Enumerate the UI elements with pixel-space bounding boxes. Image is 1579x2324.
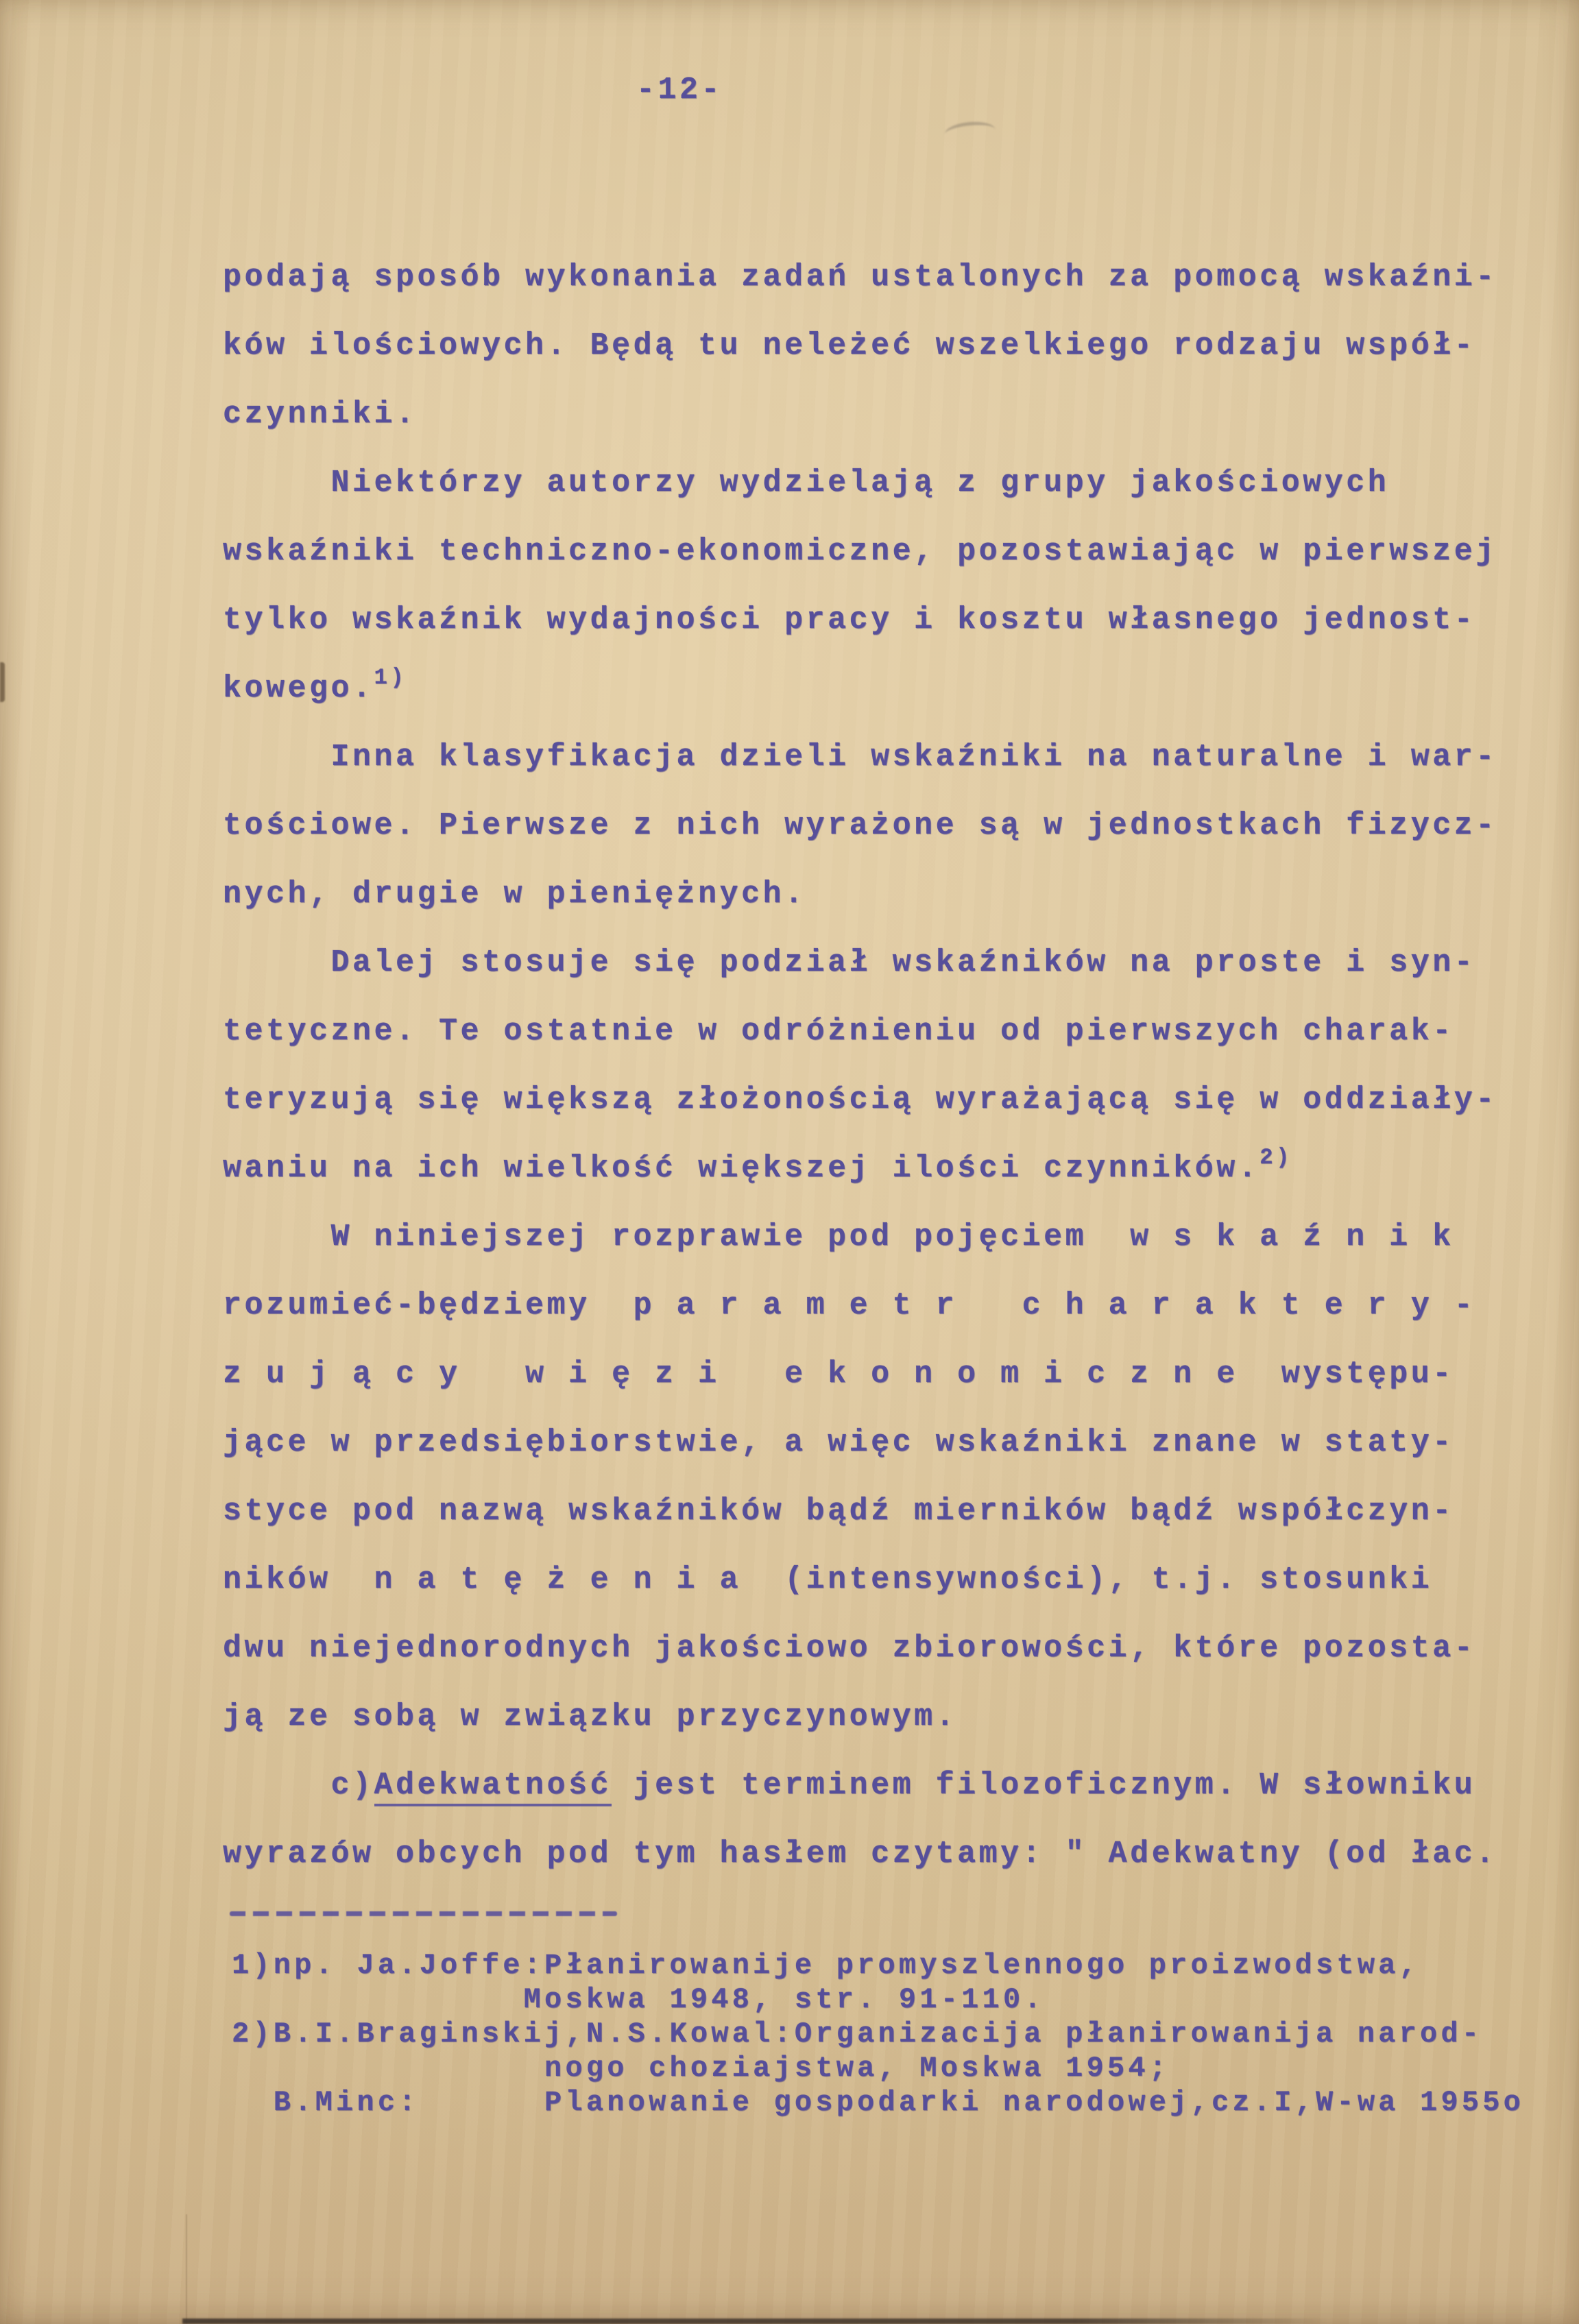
text-line xyxy=(223,1477,1497,1546)
text-segment: rozumieć-będziemy p a r a m e t r c h a r a k t e r y - xyxy=(223,1288,1476,1323)
footnote-reference: 1) xyxy=(374,664,407,690)
text-segment: z u j ą c y w i ę z i e k o n o m i c z n e występu- xyxy=(223,1357,1454,1392)
text-line xyxy=(223,1683,1497,1752)
text-segment: nych, drugie w pieniężnych. xyxy=(223,877,806,912)
text-line xyxy=(232,2085,1524,2120)
text-line xyxy=(223,518,1497,586)
text-segment: czynniki. xyxy=(223,397,418,432)
text-segment: ków ilościowych. Będą tu neleżeć wszelkiego rodzaju współ- xyxy=(223,328,1476,363)
text-line xyxy=(223,997,1497,1066)
text-segment: styce pod nazwą wskaźników bądź mierników bądź współczyn- xyxy=(223,1494,1454,1529)
text-segment: ników n a t ę ż e n i a (intensywności), t.j. stosunki xyxy=(223,1562,1433,1597)
text-line xyxy=(223,312,1497,380)
text-segment: Dalej stosuje się podział wskaźników na proste i syn- xyxy=(223,945,1476,980)
text-segment: ją ze sobą w związku przyczynowym. xyxy=(223,1699,958,1734)
text-line xyxy=(223,1203,1497,1272)
text-line xyxy=(223,586,1497,655)
page-number: -12- xyxy=(636,73,723,108)
text-line xyxy=(232,1948,1524,1983)
text-segment: wskaźniki techniczno-ekonomiczne, pozostawiając w pierwszej xyxy=(223,534,1497,569)
footnotes xyxy=(232,1948,1524,2120)
text-segment: dwu niejednorodnych jakościowo zbiorowości, które pozosta- xyxy=(223,1631,1476,1666)
footnote-reference: 2) xyxy=(1259,1144,1293,1170)
text-segment: jest terminem filozoficznym. W słowniku xyxy=(612,1768,1476,1803)
text-line xyxy=(223,243,1497,312)
text-line xyxy=(223,1614,1497,1683)
text-segment: c) xyxy=(223,1768,374,1803)
text-segment: nogo choziajstwa, Moskwa 1954; xyxy=(232,2052,1170,2085)
text-segment: kowego. xyxy=(223,671,374,706)
text-line xyxy=(223,792,1497,860)
underlined-term: Adekwatność xyxy=(374,1768,612,1806)
text-line xyxy=(232,2017,1524,2051)
scan-edge-artifact-left xyxy=(0,662,5,702)
text-line xyxy=(223,380,1497,449)
text-line xyxy=(232,2051,1524,2085)
text-line xyxy=(223,655,1497,723)
text-segment: 2)B.I.Braginskij,N.S.Kowal:Organizacija płanirowanija narod- xyxy=(232,2018,1483,2050)
text-segment: wyrazów obcych pod tym hasłem czytamy: " Adekwatny (od łac. xyxy=(223,1837,1497,1872)
text-line xyxy=(223,1820,1497,1889)
text-segment: Inna klasyfikacja dzieli wskaźniki na naturalne i war- xyxy=(223,740,1497,775)
text-segment: W niniejszej rozprawie pod pojęciem w s k a ź n i k xyxy=(223,1220,1454,1255)
text-line xyxy=(223,449,1497,518)
pencil-smudge xyxy=(944,119,997,145)
text-segment: tylko wskaźnik wydajności pracy i kosztu własnego jednost- xyxy=(223,603,1476,638)
text-line xyxy=(223,723,1497,792)
text-line xyxy=(223,1340,1497,1409)
body-text xyxy=(223,243,1497,1889)
text-segment: waniu na ich wielkość większej ilości czynników. xyxy=(223,1151,1260,1186)
text-line xyxy=(223,1066,1497,1135)
text-line xyxy=(223,1546,1497,1614)
text-segment: 1)np. Ja.Joffe:Płanirowanije promyszlennogo proizwodstwa, xyxy=(232,1949,1421,1982)
paper-crease xyxy=(186,2214,187,2324)
text-segment: B.Minc: Planowanie gospodarki narodowej,cz.I,W-wa 1955o xyxy=(232,2086,1525,2119)
text-line xyxy=(223,1409,1497,1477)
text-line xyxy=(223,1752,1497,1820)
footnote-separator xyxy=(230,1911,617,1916)
text-line xyxy=(223,1135,1497,1203)
text-segment: tetyczne. Te ostatnie w odróżnieniu od pierwszych charak- xyxy=(223,1014,1454,1049)
text-segment: Moskwa 1948, str. 91-110. xyxy=(232,1983,1045,2016)
text-segment: jące w przedsiębiorstwie, a więc wskaźniki znane w staty- xyxy=(223,1425,1454,1460)
text-segment: podają sposób wykonania zadań ustalonych za pomocą wskaźni- xyxy=(223,260,1497,295)
text-line xyxy=(232,1983,1524,2017)
text-segment: teryzują się większą złożonością wyrażającą się w oddziały- xyxy=(223,1082,1497,1117)
text-segment: Niektórzy autorzy wydzielają z grupy jakościowych xyxy=(223,465,1390,500)
text-line xyxy=(223,929,1497,997)
text-segment: tościowe. Pierwsze z nich wyrażone są w jednostkach fizycz- xyxy=(223,808,1497,843)
text-line xyxy=(223,1272,1497,1340)
scan-edge-artifact-bottom xyxy=(182,2319,1327,2324)
text-line xyxy=(223,860,1497,929)
